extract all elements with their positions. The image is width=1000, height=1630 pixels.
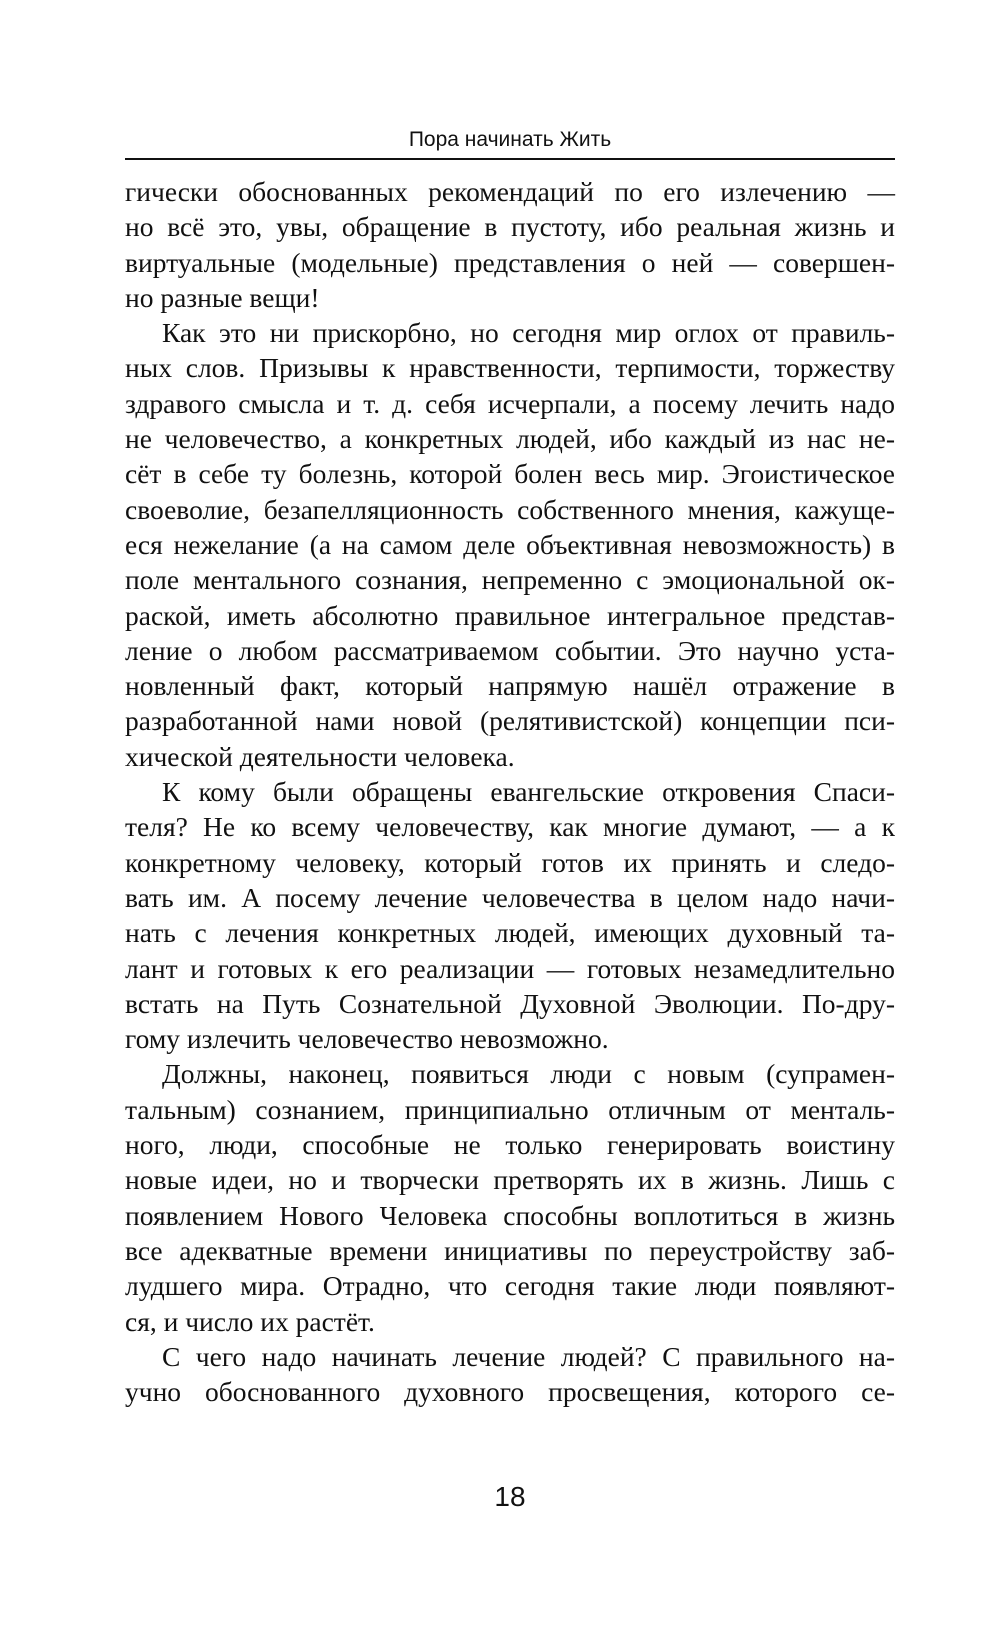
text-line: гически обоснованных рекомендаций по его излечению — [125, 176, 895, 207]
text-line: учно обоснованного духовного просвещения, которого се- [125, 1376, 895, 1408]
text-line: вать им. А посему лечение человечества в целом надо начи- [125, 881, 895, 913]
text-line: сёт в себе ту болезнь, которой болен весь мир. Эгоистическое [125, 458, 895, 490]
text-line: ных слов. Призывы к нравственности, терпимости, торжеству [125, 352, 895, 384]
body-text [125, 174, 895, 1409]
text-line: теля? Не ко всему человечеству, как многие думают, — а к [125, 811, 895, 843]
text-line: виртуальные (модельные) представления о ней — совершен- [125, 246, 895, 278]
text-line: ного, люди, способные не только генерировать воистину [125, 1129, 895, 1161]
text-line: гому излечить человечество невозможно. [125, 1023, 609, 1055]
header-rule [125, 158, 895, 160]
text-line: появлением Нового Человека способны воплотиться в жизнь [125, 1199, 895, 1231]
text-line: лудшего мира. Отрадно, что сегодня такие люди появляют- [125, 1270, 895, 1302]
text-line: лант и готовых к его реализации — готовых незамедлительно [125, 952, 895, 984]
text-line: конкретному человеку, который готов их принять и следо- [125, 846, 895, 878]
text-line: К кому были обращены евангельские откровения Спаси- [162, 776, 895, 808]
text-line: хической деятельности человека. [125, 740, 515, 772]
text-line: новленный факт, который напрямую нашёл отражение в [125, 670, 895, 702]
text-line: тальным) сознанием, принципиально отличным от менталь- [125, 1093, 895, 1125]
text-line: ление о любом рассматриваемом событии. Это научно уста- [125, 634, 895, 666]
text-line: новые идеи, но и творчески претворять их в жизнь. Лишь с [125, 1164, 895, 1196]
page-number: 18 [494, 1481, 526, 1512]
running-head: Пора начинать Жить [408, 128, 612, 151]
text-line: Как это ни прискорбно, но сегодня мир оглох от правиль- [162, 317, 895, 349]
text-line: здравого смысла и т. д. себя исчерпали, а посему лечить надо [125, 387, 895, 419]
text-line: все адекватные времени инициативы по переустройству заб- [125, 1234, 895, 1266]
text-line: но всё это, увы, обращение в пустоту, ибо реальная жизнь и [125, 211, 895, 243]
text-line: Должны, наконец, появиться люди с новым (супрамен- [162, 1058, 895, 1090]
text-line: С чего надо начинать лечение людей? С правильного на- [162, 1340, 895, 1372]
text-line: еся нежелание (а на самом деле объективная невозможность) в [125, 528, 895, 560]
text-line: ся, и число их растёт. [125, 1305, 375, 1337]
text-line: разработанной нами новой (релятивистской) концепции пси- [125, 705, 895, 737]
text-line: поле ментального сознания, непременно с эмоциональной ок- [125, 564, 895, 596]
text-line: раской, иметь абсолютно правильное интегральное представ- [125, 599, 895, 631]
text-line: встать на Путь Сознательной Духовной Эволюции. По-дру- [125, 987, 895, 1019]
text-line: своеволие, безапелляционность собственного мнения, кажуще- [125, 493, 895, 525]
text-line: нать с лечения конкретных людей, имеющих духовный та- [125, 917, 895, 949]
text-line: не человечество, а конкретных людей, ибо каждый из нас не- [125, 423, 895, 455]
text-line: но разные вещи! [125, 281, 320, 313]
